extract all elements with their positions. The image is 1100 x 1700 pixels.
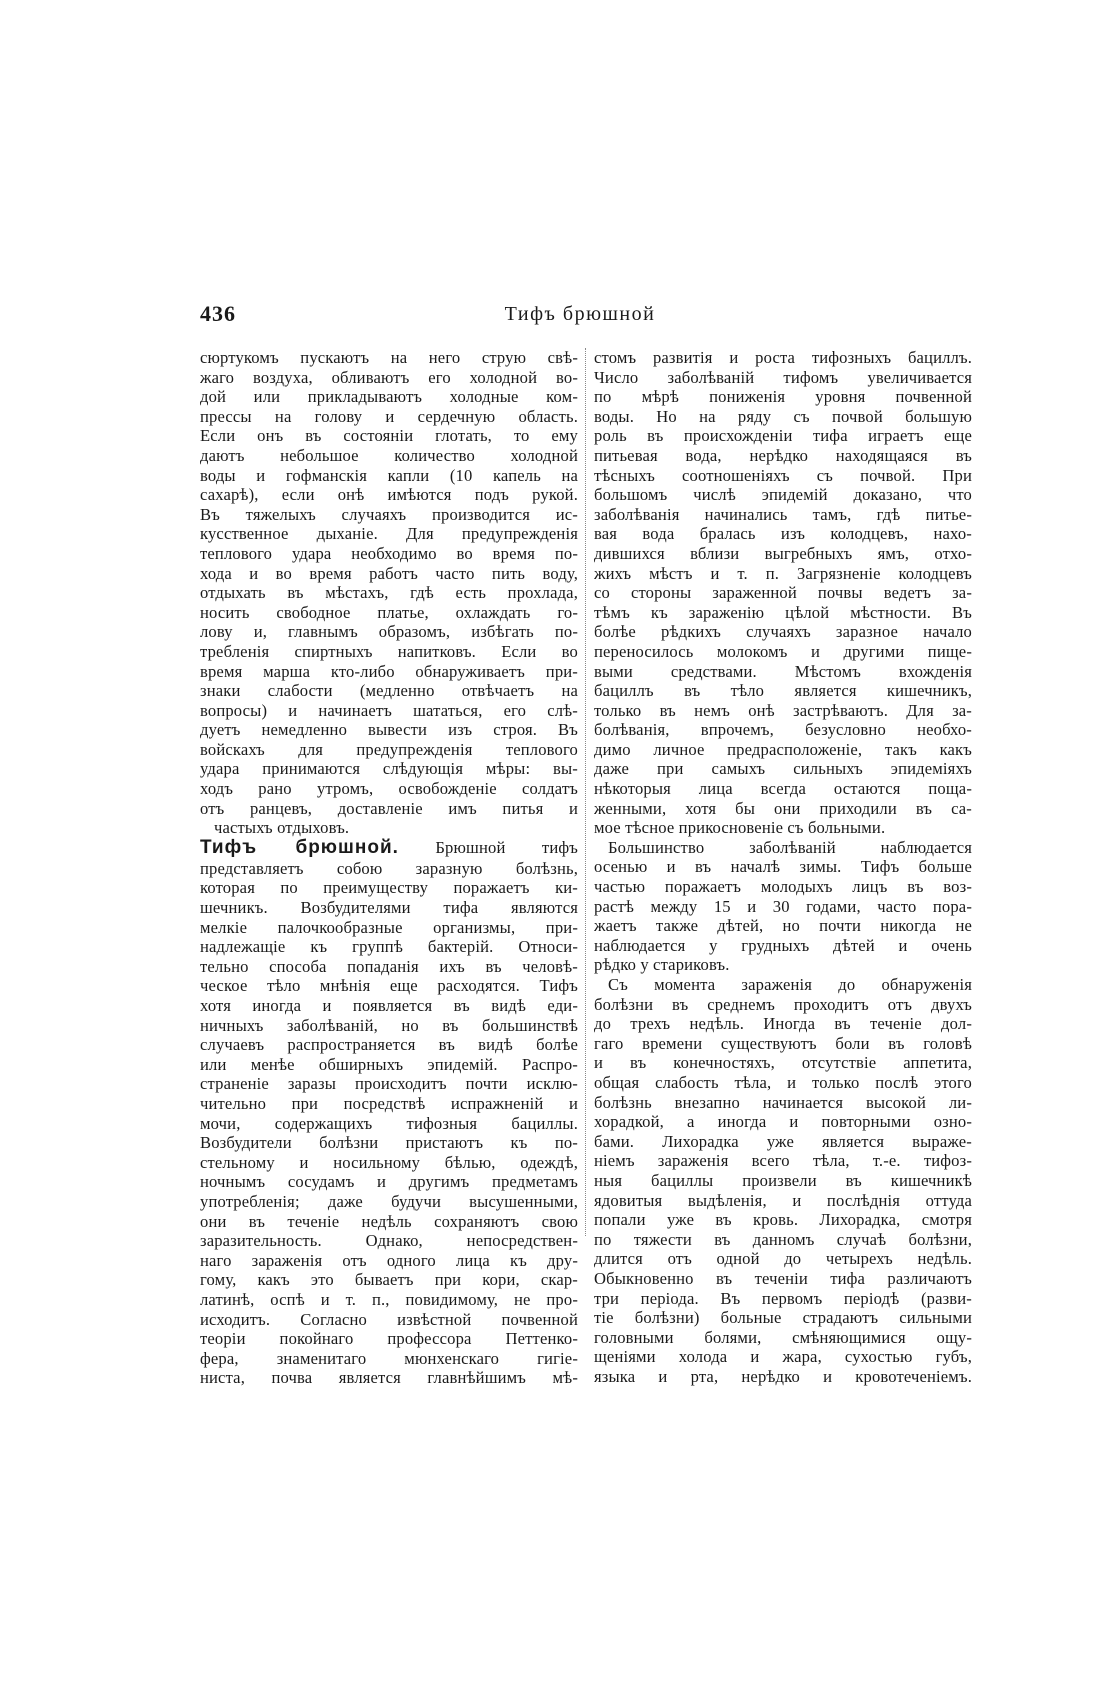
- text-line: тельно способа попаданiя ихъ въ человѣ-: [200, 956, 578, 976]
- text-line: наблюдается у грудныхъ дѣтей и очень: [594, 935, 972, 955]
- text-line: ческое тѣло мнѣнiя еще расходятся. Тифъ: [200, 976, 578, 996]
- text-line: наго зараженiя отъ одного лица къ дру-: [200, 1250, 578, 1270]
- text-line: по тяжести въ данномъ случаѣ болѣзни,: [594, 1229, 972, 1249]
- text-line: ныя бациллы произвели въ кишечникѣ: [594, 1170, 972, 1190]
- text-line: Большинство заболѣванiй наблюдается: [608, 837, 972, 857]
- text-line: тiе болѣзни) больные страдаютъ сильными: [594, 1308, 972, 1328]
- text-line: частыхъ отдыховъ.: [214, 818, 350, 838]
- text-line: ничныхъ заболѣванiй, но въ большинствѣ: [200, 1015, 578, 1035]
- text-line: войскахъ для предупрежденiя теплового: [200, 739, 578, 759]
- text-line: Въ тяжелыхъ случаяхъ производится ис-: [200, 504, 578, 524]
- text-line: время марша кто-либо обнаруживаетъ при-: [200, 661, 578, 681]
- text-line: воды. Но на ряду съ почвой большую: [594, 406, 972, 426]
- text-line: вопросы) и начинаетъ шататься, его слѣ-: [200, 700, 578, 720]
- text-line: дой или прикладываютъ холодные ком-: [200, 387, 578, 407]
- text-line: только въ немъ онѣ застрѣваютъ. Для за-: [594, 700, 972, 720]
- text-line: латинѣ, оспѣ и т. п., повидимому, не про-: [200, 1289, 578, 1309]
- text-line: женными, хотя бы они приходили въ са-: [594, 798, 972, 818]
- text-line: и въ конечностяхъ, отсутствiе аппетита,: [594, 1053, 972, 1073]
- text-line: щенiями холода и жара, сухостью губъ,: [594, 1347, 972, 1367]
- text-line: теорiи покойнаго профессора Петтенко-: [200, 1329, 578, 1349]
- text-line: со стороны зараженной почвы ведетъ за-: [594, 583, 972, 603]
- text-line: носить свободное платье, охлаждать го-: [200, 602, 578, 622]
- text-line: хорадкой, а иногда и повторными озно-: [594, 1112, 972, 1132]
- text-line: употребленiя; даже будучи высушенными,: [200, 1191, 578, 1211]
- entry-first-line-text: Брюшной тифъ: [398, 837, 578, 857]
- text-line: кусственное дыханiе. Для предупрежденiя: [200, 524, 578, 544]
- text-line: болѣзни въ среднемъ проходитъ отъ двухъ: [594, 994, 972, 1014]
- text-line: случаевъ распространяется въ видѣ болѣе: [200, 1035, 578, 1055]
- text-line: заболѣванiя начинались тамъ, гдѣ питье-: [594, 504, 972, 524]
- page-header: [200, 301, 960, 331]
- text-line: хотя иногда и появляется въ видѣ еди-: [200, 996, 578, 1015]
- text-line: сюртукомъ пускаютъ на него струю свѣ-: [200, 348, 578, 367]
- text-line: заразительность. Однако, непосредствен-: [200, 1231, 578, 1251]
- text-line: нѣкоторыя лица всегда остаются поща-: [594, 779, 972, 799]
- text-line: они въ теченiе недѣль сохраняютъ свою: [200, 1211, 578, 1231]
- text-line: по мѣрѣ пониженiя уровня почвенной: [594, 387, 972, 407]
- text-line: Возбудители болѣзни пристаютъ къ по-: [200, 1133, 578, 1153]
- text-line: дуетъ немедленно вывести изъ строя. Въ: [200, 720, 578, 740]
- text-line: стельному и носильному бѣлью, одеждѣ,: [200, 1152, 578, 1172]
- text-line: вая вода бралась изъ колодцевъ, нахо-: [594, 524, 972, 544]
- text-line: даже при самыхъ сильныхъ эпидемiяхъ: [594, 759, 972, 779]
- text-line: жаетъ также дѣтей, но почти никогда не: [594, 916, 972, 936]
- text-line: болѣванiя, впрочемъ, безусловно необхо-: [594, 720, 972, 740]
- text-line: болѣе рѣдкихъ случаяхъ заразное начало: [594, 622, 972, 642]
- text-line: Обыкновенно въ теченiи тифа различаютъ: [594, 1268, 972, 1288]
- text-line: страненiе заразы происходитъ почти исклю-: [200, 1074, 578, 1094]
- text-line: рѣдко у стариковъ.: [594, 955, 730, 975]
- text-line: знаки слабости (медленно отвѣчаетъ на: [200, 681, 578, 701]
- text-line: теплового удара необходимо во время по-: [200, 543, 578, 563]
- text-line: до трехъ недѣль. Иногда въ теченiе дол-: [594, 1014, 972, 1034]
- text-line: переносилось молокомъ и другими пище-: [594, 641, 972, 661]
- page-number: 436: [200, 301, 236, 326]
- text-line: шечникъ. Возбудителями тифа являются: [200, 898, 578, 918]
- text-line: жихъ мѣстъ и т. п. Загрязненiе колодцевъ: [594, 563, 972, 583]
- text-line: исходитъ. Согласно извѣстной почвенной: [200, 1309, 578, 1329]
- text-line: выми средствами. Мѣстомъ вхожденiя: [594, 661, 972, 681]
- text-line: мое тѣсное прикосновенiе съ больными.: [594, 818, 886, 838]
- text-line: языка и рта, нерѣдко и кровотеченiемъ.: [594, 1366, 972, 1386]
- entry-heading-line: [200, 838, 578, 859]
- text-line: ядовитыя выдѣленiя, и послѣднiя оттуда: [594, 1190, 972, 1210]
- text-line: фера, знаменитаго мюнхенскаго гигiе-: [200, 1348, 578, 1368]
- text-line: отъ ранцевъ, доставленiе имъ питья и: [200, 798, 578, 818]
- text-line: ходъ рано утромъ, освобожденiе солдатъ: [200, 779, 578, 799]
- text-line: растѣ между 15 и 30 годами, часто пора-: [594, 896, 972, 916]
- text-line: общая слабость тѣла, и только послѣ этого: [594, 1072, 972, 1092]
- text-line: тѣсныхъ соотношенiяхъ съ почвой. При: [594, 465, 972, 485]
- text-line: стомъ развитiя и роста тифозныхъ бациллъ.: [594, 348, 972, 367]
- left-column: [200, 348, 578, 1388]
- text-line: представляетъ собою заразную болѣзнь,: [200, 858, 578, 878]
- text-line: Если онъ въ состоянiи глотать, то ему: [200, 426, 578, 446]
- column-divider: [585, 348, 586, 1236]
- text-line: димо личное предрасположенiе, такъ какъ: [594, 739, 972, 759]
- text-line: требленiя спиртныхъ напитковъ. Если во: [200, 641, 578, 661]
- text-line: три перiода. Въ первомъ перiодѣ (разви-: [594, 1288, 972, 1308]
- text-line: сахарѣ), если онѣ имѣются подъ рукой.: [200, 485, 578, 505]
- text-line: роль въ происхожденiи тифа играетъ еще: [594, 426, 972, 446]
- text-line: даютъ небольшое количество холодной: [200, 445, 578, 465]
- text-line: головными болями, смѣняющимися ощу-: [594, 1327, 972, 1347]
- text-line: Съ момента зараженiя до обнаруженiя: [608, 975, 972, 994]
- text-line: дившихся вблизи выгребныхъ ямъ, отхо-: [594, 543, 972, 563]
- text-line: воды и гофманскiя капли (10 капель на: [200, 465, 578, 485]
- text-line: питьевая вода, нерѣдко находящаяся въ: [594, 445, 972, 465]
- text-line: отдыхать въ мѣстахъ, гдѣ есть прохлада,: [200, 583, 578, 603]
- text-line: ниста, почва является главнѣйшимъ мѣ-: [200, 1368, 578, 1388]
- entry-headword: Тифъ брюшной.: [200, 837, 399, 858]
- text-line: мочи, содержащихъ тифозныя бациллы.: [200, 1113, 578, 1133]
- text-line: мелкiе палочкообразные организмы, при-: [200, 917, 578, 937]
- text-line: попали уже въ кровь. Лихорадка, смотря: [594, 1210, 972, 1230]
- text-line: болѣзнь внезапно начинается высокой ли-: [594, 1092, 972, 1112]
- text-line: надлежащiе къ группѣ бактерiй. Относи-: [200, 937, 578, 957]
- text-line: хода и во время работъ часто пить воду,: [200, 563, 578, 583]
- text-line: Число заболѣванiй тифомъ увеличивается: [594, 367, 972, 387]
- text-line: гаго времени существуютъ боли въ головѣ: [594, 1033, 972, 1053]
- text-line: жаго воздуха, обливаютъ его холодной во-: [200, 367, 578, 387]
- text-line: чительно при посредствѣ испражненiй и: [200, 1093, 578, 1113]
- text-line: которая по преимуществу поражаетъ ки-: [200, 878, 578, 898]
- text-line: осенью и въ началѣ зимы. Тифъ больше: [594, 857, 972, 877]
- text-line: частью поражаетъ молодыхъ лицъ въ воз-: [594, 877, 972, 897]
- text-line: нiемъ зараженiя всего тѣла, т.-е. тифоз-: [594, 1151, 972, 1171]
- text-line: тѣмъ къ зараженiю цѣлой мѣстности. Въ: [594, 602, 972, 622]
- text-line: большомъ числѣ эпидемiй доказано, что: [594, 485, 972, 505]
- text-line: бациллъ въ тѣло является кишечникъ,: [594, 681, 972, 701]
- text-line: ночнымъ сосудамъ и другимъ предметамъ: [200, 1172, 578, 1192]
- text-line: удара принимаются слѣдующiя мѣры: вы-: [200, 759, 578, 779]
- running-title: Тифъ брюшной: [504, 303, 656, 325]
- text-line: гому, какъ это бываетъ при кори, скар-: [200, 1270, 578, 1290]
- text-line: или менѣе обширныхъ эпидемiй. Распро-: [200, 1054, 578, 1074]
- right-column: [594, 348, 972, 1386]
- text-line: лову и, главнымъ образомъ, избѣгать по-: [200, 622, 578, 642]
- text-line: длится отъ одной до четырехъ недѣль.: [594, 1249, 972, 1269]
- text-line: бами. Лихорадка уже является выраже-: [594, 1131, 972, 1151]
- text-line: прессы на голову и сердечную область.: [200, 406, 578, 426]
